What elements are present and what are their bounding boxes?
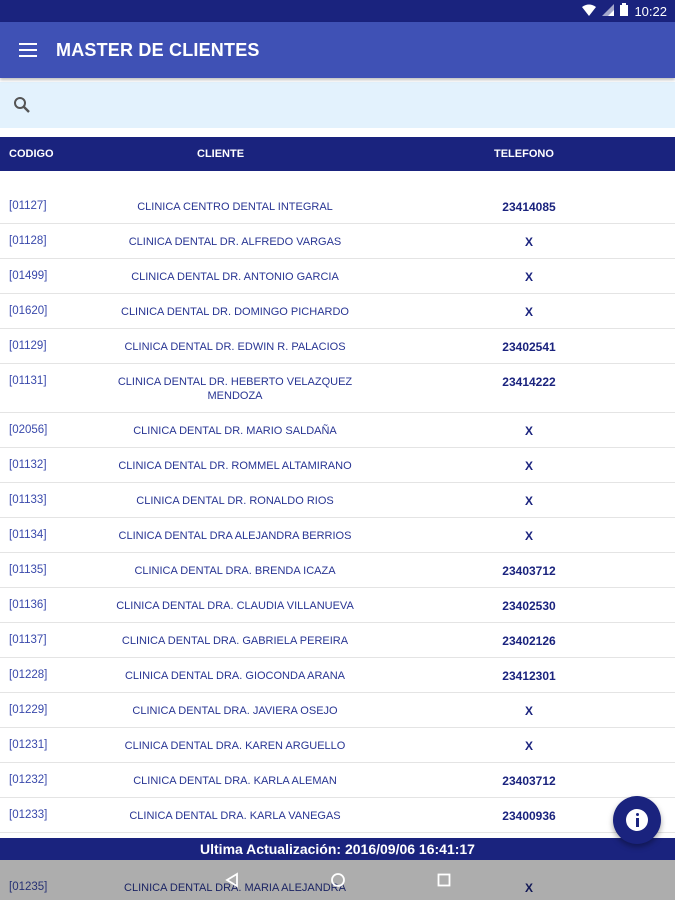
client-name: CLINICA DENTAL DRA. KARLA VANEGAS [129, 810, 341, 822]
table-row[interactable] [0, 294, 675, 329]
client-name: CLINICA DENTAL DR. HEBERTO VELAZQUEZ MENDOZA [117, 376, 353, 402]
last-update-bar: Ultima Actualización: 2016/09/06 16:41:17 [0, 838, 675, 860]
info-fab-button[interactable] [613, 796, 661, 844]
client-phone: X [524, 235, 533, 249]
table-row[interactable] [0, 728, 675, 763]
client-phone: X [524, 529, 533, 543]
client-list [0, 189, 675, 833]
client-code: [01131] [9, 375, 47, 387]
client-phone: X [524, 305, 533, 319]
client-name: CLINICA DENTAL DR. MARIO SALDAÑA [133, 425, 337, 437]
client-code: [01228] [9, 669, 48, 681]
table-row[interactable] [0, 329, 675, 364]
client-phone: 23414222 [502, 375, 556, 389]
status-time: 10:22 [634, 3, 667, 19]
client-name: CLINICA DENTAL DRA. MARIA ALEJANDRA [124, 882, 346, 894]
table-row[interactable] [0, 553, 675, 588]
client-code: [01132] [9, 459, 47, 471]
client-name: CLINICA DENTAL DR. ROMMEL ALTAMIRANO [118, 460, 352, 472]
client-name: CLINICA DENTAL DR. RONALDO RIOS [136, 495, 334, 507]
system-nav-bar [0, 860, 675, 900]
table-row[interactable] [0, 189, 675, 224]
table-row[interactable] [0, 798, 675, 833]
recents-square-icon[interactable] [434, 870, 454, 890]
table-row[interactable] [0, 658, 675, 693]
table-row[interactable] [0, 763, 675, 798]
info-icon [626, 809, 648, 831]
battery-icon [620, 3, 628, 19]
client-name: CLINICA DENTAL DRA ALEJANDRA BERRIOS [118, 530, 352, 542]
client-code: [01129] [9, 340, 47, 352]
client-code: [02056] [9, 424, 48, 436]
table-row[interactable] [0, 693, 675, 728]
client-phone: X [524, 424, 533, 438]
client-name: CLINICA DENTAL DRA. BRENDA ICAZA [134, 565, 336, 577]
table-row[interactable] [0, 448, 675, 483]
page-title: MASTER DE CLIENTES [56, 39, 260, 60]
client-phone: X [524, 494, 533, 508]
search-icon[interactable] [12, 95, 32, 115]
client-phone: 23402126 [502, 634, 556, 648]
client-code: [01231] [9, 739, 48, 751]
client-code: [01232] [9, 774, 48, 786]
client-name: CLINICA DENTAL DRA. KARLA ALEMAN [133, 775, 337, 787]
client-phone: X [524, 704, 533, 718]
client-code: [01134] [9, 529, 47, 541]
table-row[interactable] [0, 518, 675, 553]
table-row[interactable] [0, 588, 675, 623]
app-bar [0, 22, 675, 78]
client-phone: 23402530 [502, 599, 556, 613]
client-name: CLINICA DENTAL DRA. KAREN ARGUELLO [124, 740, 346, 752]
client-phone: 23402541 [502, 340, 556, 354]
search-bar [0, 82, 675, 128]
client-code: [01137] [9, 634, 47, 646]
client-code: [01133] [9, 494, 47, 506]
client-name: CLINICA DENTAL DRA. JAVIERA OSEJO [132, 705, 338, 717]
signal-icon [602, 4, 614, 19]
table-header [0, 137, 675, 171]
table-row[interactable] [0, 413, 675, 448]
table-row[interactable] [0, 483, 675, 518]
client-phone: 23403712 [502, 774, 556, 788]
client-phone: X [524, 739, 533, 753]
client-code: [01128] [9, 235, 47, 247]
client-code: [01499] [9, 270, 48, 282]
client-code: [01229] [9, 704, 48, 716]
client-code: [01620] [9, 305, 48, 317]
table-row[interactable] [0, 623, 675, 658]
client-phone: 23412301 [502, 669, 556, 683]
client-code: [01136] [9, 599, 47, 611]
table-row[interactable] [0, 364, 675, 413]
search-input[interactable] [42, 85, 675, 125]
client-code: [01135] [9, 564, 47, 576]
client-name: CLINICA DENTAL DR. DOMINGO PICHARDO [121, 306, 349, 318]
client-phone: X [524, 270, 533, 284]
back-triangle-icon[interactable] [222, 870, 242, 890]
client-name: CLINICA DENTAL DR. EDWIN R. PALACIOS [124, 341, 346, 353]
status-bar [0, 0, 675, 22]
client-name: CLINICA DENTAL DRA. GABRIELA PEREIRA [121, 635, 349, 647]
home-circle-icon[interactable] [328, 870, 348, 890]
client-name: CLINICA CENTRO DENTAL INTEGRAL [137, 201, 333, 213]
column-header-cliente: CLIENTE [197, 148, 245, 160]
client-name: CLINICA DENTAL DRA. GIOCONDA ARANA [124, 670, 346, 682]
client-name: CLINICA DENTAL DRA. CLAUDIA VILLANUEVA [116, 600, 354, 612]
client-phone: 23403712 [502, 564, 556, 578]
table-row[interactable] [0, 259, 675, 294]
column-header-telefono: TELEFONO [494, 148, 554, 160]
client-code: [01127] [9, 200, 47, 212]
client-phone: 23400936 [502, 809, 556, 823]
hamburger-menu-icon[interactable] [0, 22, 56, 78]
client-phone: X [524, 881, 533, 895]
client-phone: 23414085 [502, 200, 556, 214]
table-row[interactable] [0, 224, 675, 259]
client-phone: X [524, 459, 533, 473]
column-header-codigo: CODIGO [9, 148, 54, 160]
client-code: [01235] [9, 881, 48, 893]
client-code: [01233] [9, 809, 48, 821]
wifi-icon [582, 4, 596, 19]
client-name: CLINICA DENTAL DR. ALFREDO VARGAS [128, 236, 342, 248]
client-name: CLINICA DENTAL DR. ANTONIO GARCIA [131, 271, 339, 283]
